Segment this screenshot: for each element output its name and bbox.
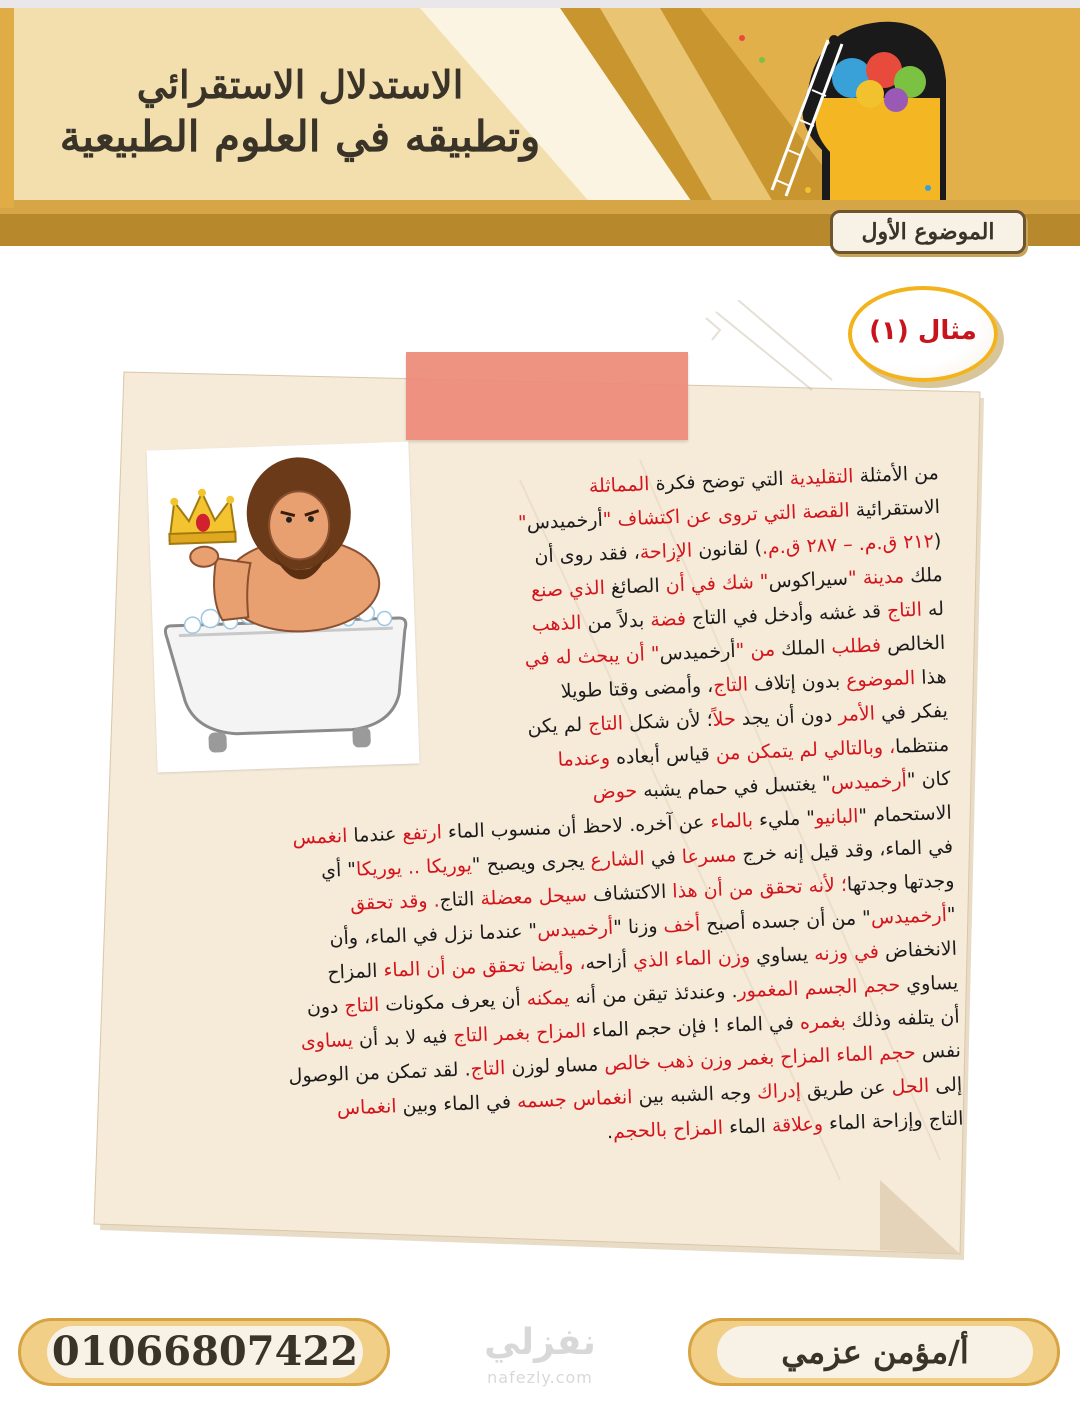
story-text: الاستحمام " [857,801,953,828]
story-text: لم يكن [527,713,589,738]
phone-plate [18,1318,390,1386]
watermark-site: nafezly.com [487,1368,593,1387]
highlighted-term: . وقد تحقق [349,889,440,915]
highlighted-term: أرخميدس [830,769,908,795]
highlighted-term: مسرعا [681,844,737,869]
story-text: يساوي [899,971,959,996]
highlighted-term: انغماس [336,1095,397,1120]
story-text: عن آخره. لاحظ أن منسوب الماء [441,811,711,844]
story-text: . [606,1120,614,1144]
story-text: الملك [780,636,826,661]
highlighted-term: البانيو [814,805,859,829]
highlighted-term: ارتفع [402,821,443,845]
highlighted-term: التاج [587,712,624,736]
story-text: بدلاً من [581,609,651,634]
highlighted-term: انغماس جسمه [516,1086,633,1113]
highlighted-term: " أن يبحث له في [524,642,660,671]
story-text: أزاحه [584,950,628,974]
story-text: ، وأمضى وقتا طويلا [560,674,714,703]
story-text: " [946,903,957,926]
highlighted-term: حلاً [712,707,737,731]
story-text: المزاح [326,959,378,984]
highlighted-term: التاج [344,993,380,1018]
story-text: سيراكوس [768,567,849,593]
story-text: كان " [906,767,951,792]
story-text: الماء [722,1114,773,1139]
story-text: يساوي [755,943,809,968]
story-text: أن يعرف مكونات [378,988,528,1016]
story-text: إلى [928,1073,963,1097]
author-name: أ/مؤمن عزمي [717,1326,1033,1378]
highlighted-term: التاج [470,1057,506,1081]
story-text: الانخفاض [884,937,958,963]
story-text: الاستقرائية [855,495,941,522]
story-text: يجرى ويصبح " [471,849,591,877]
highlighted-term: الحل [891,1074,930,1099]
story-text: ملك [909,563,943,588]
page-title-line1: الاستدلال الاستقرائي [136,62,464,107]
story-text: هذا [914,665,947,690]
highlighted-term: المزاح بالحجم [612,1116,724,1143]
story-text: التي توضح فكرة [649,467,791,496]
highlighted-term: وعلاقة [771,1112,824,1137]
story-text: قياس أبعاده [615,742,711,769]
story-text: وزنا " [612,914,664,939]
highlighted-term: أخف [663,913,701,937]
story-text: ) لقانون [691,536,763,562]
highlighted-term: يمكنه [526,986,570,1011]
site-watermark [450,1318,630,1398]
highlighted-term: فطلب [824,634,888,659]
story-text: الاكتشاف [592,880,667,906]
highlighted-term: بغمره [799,1009,847,1034]
highlighted-term: في وزنه [807,940,886,966]
highlighted-term: القصة التي تروى عن اكتشاف " [602,499,857,531]
highlighted-term: يوريكا .. يوريكا [355,854,473,881]
highlighted-term: أرخميدس [536,916,614,942]
story-text: الخالص [886,631,946,657]
story-text: الصائغ [610,574,661,599]
author-plate [688,1318,1060,1386]
highlighted-term: أرخميدس [870,904,948,929]
topic-badge: الموضوع الأول [830,210,1026,254]
story-text: . وعندئذ تيقن من أنه [568,980,738,1009]
story-paragraph [119,456,964,1167]
story-text: أرخميدس [526,508,604,534]
story-text: التاج [439,888,475,912]
story-text: أن يتلفه وذلك [845,1005,960,1032]
highlighted-term: إدراك [756,1079,802,1104]
story-text: " يغتسل في حمام يشبه [636,772,832,802]
highlighted-term: ؛ لأنه تحقق من أن هذا [665,873,848,903]
story-text: أرخميدس [659,639,737,665]
story-text: . لقد تمكن من الوصول [288,1058,471,1088]
story-text: منتظما [894,733,950,758]
page-title-line2: وتطبيقه في العلوم الطبيعية [59,112,541,161]
highlighted-term: مدينة " [847,565,911,590]
highlighted-term: انغمس [292,824,348,850]
highlighted-term: الذهب [531,611,582,636]
highlighted-term: التاج [886,598,923,623]
story-text: من الأمثلة [853,461,940,488]
story-text: " من أن جسده أصبح [699,906,872,936]
highlighted-term: حجم الماء المزاح بغمر وزن ذهب خالص [603,1041,917,1076]
highlighted-term: من " [735,638,782,662]
story-text: يفكر في [874,699,949,725]
story-text: في الماء، وقد قيل إنه خرج [735,835,954,867]
highlighted-term: ٢١٢ ق.م. – ٢٨٧ ق.م. [761,530,935,559]
highlighted-term: الذي صنع [530,576,612,602]
story-text: التاج وإزاحة الماء [822,1107,964,1135]
story-text: ( [933,529,942,553]
highlighted-term: الموضوع [845,667,916,692]
story-text: وجدتها وجدتها [846,869,955,896]
highlighted-term: ، وبالتالي لم يتمكن من [709,735,896,765]
phone-number: 01066807422 [47,1326,363,1378]
story-text: في الماء ! فإن حجم الماء [585,1011,801,1042]
story-text: في الماء وبين [396,1090,518,1118]
story-text: فيه لا بد أن [352,1025,454,1051]
story-text: " مليء [752,806,816,832]
highlighted-term: حجم الجسم المغمور [736,973,901,1003]
watermark-name: نفزلي [484,1322,596,1363]
story-text: قد غشه وأدخل في التاج [685,600,888,630]
story-text: عندما [346,822,403,847]
highlighted-term: المزاح بغمر التاج [452,1019,587,1048]
highlighted-term: المماثلة [588,473,650,498]
story-text: له [921,597,945,621]
story-text: " عندما نزل في الماء، وأن [329,919,538,950]
highlighted-term: التقليدية [789,465,854,490]
example-label: مثال (١) [869,316,977,346]
story-text: مساو لوزن [504,1053,605,1080]
highlighted-term: الإزاحة [639,539,693,564]
story-text: بدون إتلاف [747,669,847,696]
highlighted-term: فضة [649,607,687,632]
story-text: وجه الشبه بين [632,1081,758,1109]
story-text: نفس [915,1039,962,1064]
highlighted-term: " شك في أن [659,570,769,597]
story-text: ؛ لأن شكل [622,708,714,735]
story-text: ، فقد روى أن [534,541,641,568]
note-tape [406,352,688,440]
story-text: دون [306,995,345,1019]
highlighted-term: الأمر [837,702,876,727]
highlighted-term: حوض [592,779,638,804]
story-text: عن طريق [800,1076,892,1102]
story-text: " أي [320,858,357,882]
highlighted-term: الشارع [590,847,646,872]
highlighted-term: يساوى [300,1028,354,1053]
story-text: دون أن يجد [735,704,839,730]
highlighted-term: وعندما [557,746,617,771]
highlighted-term: بالماء [710,809,754,833]
story-text: في [644,846,683,870]
highlighted-term: التاج [712,673,749,697]
highlighted-term: سيحل معضلة [473,883,594,911]
highlighted-term: ، وأيضا تحقق من أن الماء [377,951,586,982]
highlighted-term: " [517,511,528,535]
highlighted-term: وزن الماء الذي [626,945,757,973]
